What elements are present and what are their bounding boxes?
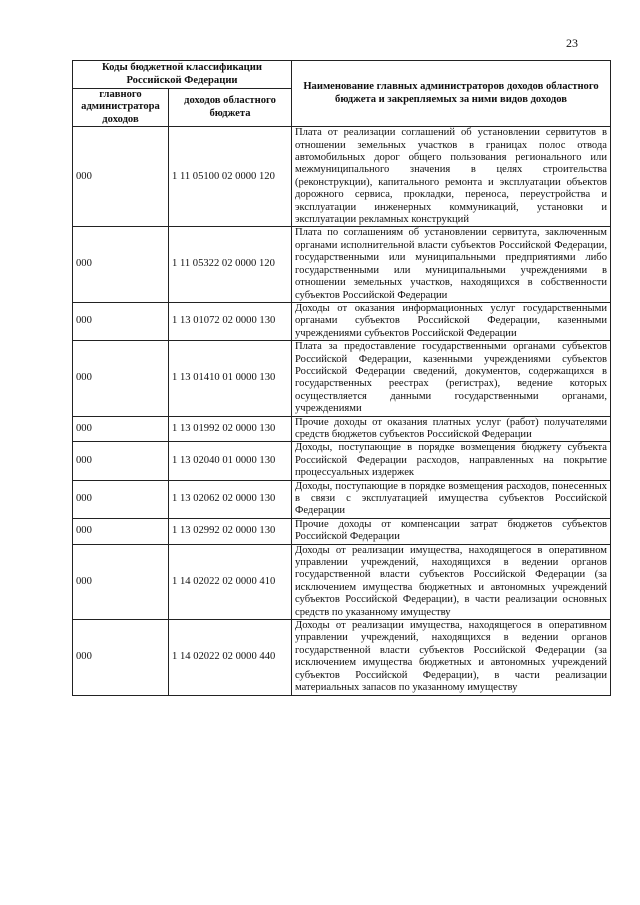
revenue-code-cell: 1 11 05100 02 0000 120 (169, 127, 292, 227)
admin-code-cell: 000 (73, 620, 169, 695)
admin-code-cell: 000 (73, 416, 169, 442)
admin-code-cell: 000 (73, 480, 169, 518)
table-row (73, 416, 611, 442)
page-number: 23 (566, 36, 578, 50)
table-row (73, 518, 611, 544)
admin-code-cell: 000 (73, 518, 169, 544)
table-row (73, 227, 611, 302)
admin-code-cell: 000 (73, 302, 169, 340)
revenue-name-cell: Доходы, поступающие в порядке возмещения расходов, понесенных в связи с эксплуатацией имущества субъектов Российской Федерации (292, 480, 611, 518)
table-row (73, 127, 611, 227)
revenue-name-cell: Доходы от реализации имущества, находящегося в оперативном управлении учреждений, находящихся в ведении органов государственной власти субъектов Российской Федерации (за исключением имущества бюджетных и автономных учреждений субъектов Российской Федерации), в части реализации материальных запасов по указанному имуществу (292, 620, 611, 695)
revenue-code-cell: 1 13 01992 02 0000 130 (169, 416, 292, 442)
admin-code-cell: 000 (73, 544, 169, 619)
revenue-name-cell: Плата по соглашениям об установлении сервитута, заключенным органами исполнительной власти субъектов Российской Федерации, государственными или муниципальными предприятиями либо государственными или муниципальными учреждениями в отношении земельных участков, находящихся в собственности субъектов Российской Федерации (292, 227, 611, 302)
table-row (73, 480, 611, 518)
table-row (73, 302, 611, 340)
header-administrator-name: Наименование главных администраторов доходов областного бюджета и закрепляемых за ними видов доходов (292, 61, 611, 127)
admin-code-cell: 000 (73, 341, 169, 416)
table-row (73, 442, 611, 480)
header-main-administrator: главного администратора доходов (73, 89, 169, 127)
table-row (73, 620, 611, 695)
revenue-name-cell: Прочие доходы от оказания платных услуг (работ) получателями средств бюджетов субъектов Российской Федерации (292, 416, 611, 442)
table-header (73, 61, 611, 127)
budget-classification-table (72, 60, 611, 696)
revenue-code-cell: 1 11 05322 02 0000 120 (169, 227, 292, 302)
revenue-name-cell: Плата за предоставление государственными органами субъектов Российской Федерации, казенными учреждениями субъектов Российской Федерации сведений, документов, содержащихся в государственных реестрах (регистрах), ведение которых осуществляется данными государственными органами, учреждениями (292, 341, 611, 416)
admin-code-cell: 000 (73, 442, 169, 480)
revenue-code-cell: 1 13 01410 01 0000 130 (169, 341, 292, 416)
revenue-name-cell: Доходы, поступающие в порядке возмещения бюджету субъекта Российской Федерации расходов, направленных на покрытие процессуальных издержек (292, 442, 611, 480)
revenue-code-cell: 1 13 02040 01 0000 130 (169, 442, 292, 480)
revenue-code-cell: 1 14 02022 02 0000 410 (169, 544, 292, 619)
admin-code-cell: 000 (73, 127, 169, 227)
revenue-code-cell: 1 13 02062 02 0000 130 (169, 480, 292, 518)
revenue-name-cell: Доходы от оказания информационных услуг государственными органами субъектов Российской Федерации, казенными учреждениями субъектов Российской Федерации (292, 302, 611, 340)
revenue-code-cell: 1 13 01072 02 0000 130 (169, 302, 292, 340)
revenue-name-cell: Плата от реализации соглашений об установлении сервитутов в отношении земельных участков в границах полос отвода автомобильных дорог общего пользования регионального или межмуниципального значения в целях строительства (реконструкции), капитального ремонта и эксплуатации объектов дорожного сервиса, прокладки, переноса, переустройства и эксплуатации инженерных коммуникаций, установки и эксплуатации рекламных конструкций (292, 127, 611, 227)
table-body (73, 127, 611, 695)
header-budget-codes: Коды бюджетной классификации Российской Федерации (73, 61, 292, 89)
header-revenue-code: доходов областного бюджета (169, 89, 292, 127)
table-row (73, 544, 611, 619)
revenue-name-cell: Доходы от реализации имущества, находящегося в оперативном управлении учреждений, находящихся в ведении органов государственной власти субъектов Российской Федерации (за исключением имущества бюджетных и автономных учреждений субъектов Российской Федерации), в части реализации основных средств по указанному имуществу (292, 544, 611, 619)
admin-code-cell: 000 (73, 227, 169, 302)
revenue-name-cell: Прочие доходы от компенсации затрат бюджетов субъектов Российской Федерации (292, 518, 611, 544)
table-row (73, 341, 611, 416)
revenue-code-cell: 1 14 02022 02 0000 440 (169, 620, 292, 695)
revenue-code-cell: 1 13 02992 02 0000 130 (169, 518, 292, 544)
